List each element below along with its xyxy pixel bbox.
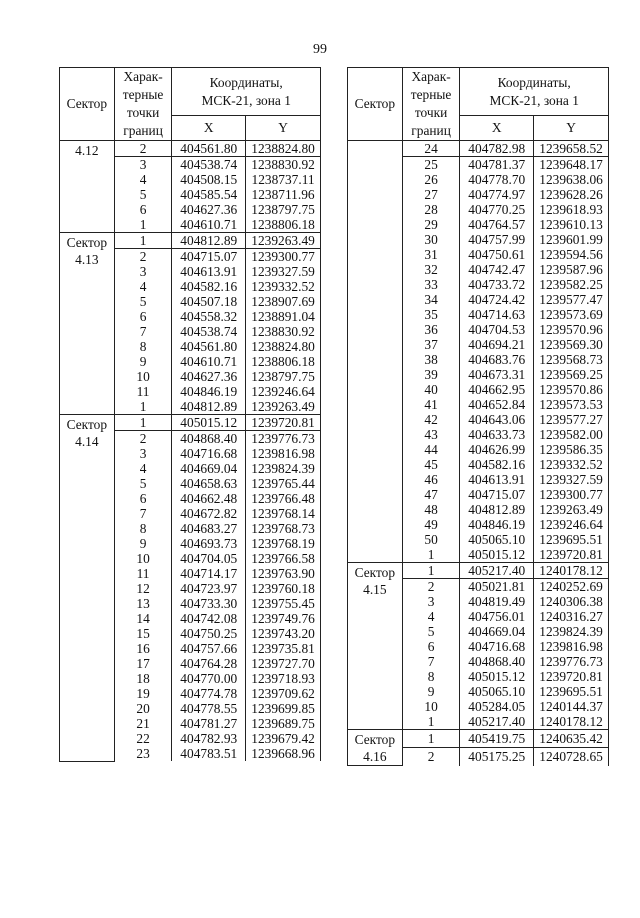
point-number-cell: 50 — [402, 532, 460, 547]
y-coordinate-cell: 1239695.51 — [534, 684, 609, 699]
point-number-cell: 1 — [402, 547, 460, 563]
y-coordinate-cell: 1239332.52 — [246, 279, 321, 294]
header-coordinates-line: Координаты, — [497, 74, 571, 90]
y-coordinate-cell: 1238737.11 — [246, 172, 321, 187]
y-coordinate-cell: 1239594.56 — [534, 247, 609, 262]
x-coordinate-cell: 404714.17 — [172, 566, 246, 581]
y-coordinate-cell: 1239569.30 — [534, 337, 609, 352]
x-coordinate-cell: 404750.25 — [172, 626, 246, 641]
x-coordinate-cell: 405065.10 — [460, 684, 534, 699]
x-coordinate-cell: 405015.12 — [460, 547, 534, 563]
y-coordinate-cell: 1239573.69 — [534, 307, 609, 322]
y-coordinate-cell: 1239332.52 — [534, 457, 609, 472]
y-coordinate-cell: 1239816.98 — [246, 446, 321, 461]
x-coordinate-cell: 404770.00 — [172, 671, 246, 686]
header-coordinates — [172, 68, 321, 116]
point-number-cell: 2 — [402, 748, 460, 766]
x-coordinate-cell: 404704.05 — [172, 551, 246, 566]
point-number-cell: 24 — [402, 141, 460, 157]
x-coordinate-cell: 404658.63 — [172, 476, 246, 491]
y-coordinate-cell: 1240178.12 — [534, 563, 609, 579]
y-coordinate-cell: 1239577.27 — [534, 412, 609, 427]
header-x: X — [172, 116, 246, 141]
x-coordinate-cell: 404812.89 — [172, 233, 246, 249]
point-number-cell: 14 — [114, 611, 172, 626]
header-y: Y — [246, 116, 321, 141]
sector-cell: Сектор 4.14 — [60, 415, 115, 762]
y-coordinate-cell: 1239577.47 — [534, 292, 609, 307]
x-coordinate-cell: 404778.70 — [460, 172, 534, 187]
x-coordinate-cell: 404673.31 — [460, 367, 534, 382]
y-coordinate-cell: 1240728.65 — [534, 748, 609, 766]
point-number-cell: 25 — [402, 157, 460, 173]
header-coordinates — [460, 68, 609, 116]
point-number-cell: 17 — [114, 656, 172, 671]
point-number-cell: 3 — [114, 264, 172, 279]
x-coordinate-cell: 404774.97 — [460, 187, 534, 202]
y-coordinate-cell: 1239776.73 — [534, 654, 609, 669]
x-coordinate-cell: 404716.68 — [460, 639, 534, 654]
point-number-cell: 43 — [402, 427, 460, 442]
point-number-cell: 21 — [114, 716, 172, 731]
x-coordinate-cell: 405284.05 — [460, 699, 534, 714]
x-coordinate-cell: 404582.16 — [172, 279, 246, 294]
x-coordinate-cell: 404733.30 — [172, 596, 246, 611]
x-coordinate-cell: 404652.84 — [460, 397, 534, 412]
x-coordinate-cell: 404561.80 — [172, 339, 246, 354]
x-coordinate-cell: 404868.40 — [172, 431, 246, 447]
x-coordinate-cell: 404716.68 — [172, 446, 246, 461]
point-number-cell: 1 — [402, 730, 460, 748]
header-coordinates-line: МСК-21, зона 1 — [201, 92, 291, 108]
x-coordinate-cell: 404742.47 — [460, 262, 534, 277]
y-coordinate-cell: 1239679.42 — [246, 731, 321, 746]
point-number-cell: 32 — [402, 262, 460, 277]
x-coordinate-cell: 404782.98 — [460, 141, 534, 157]
x-coordinate-cell: 404627.36 — [172, 202, 246, 217]
x-coordinate-cell: 404669.04 — [172, 461, 246, 476]
x-coordinate-cell: 405015.12 — [172, 415, 246, 431]
point-number-cell: 48 — [402, 502, 460, 517]
y-coordinate-cell: 1239570.86 — [534, 382, 609, 397]
table-row — [348, 141, 609, 157]
y-coordinate-cell: 1238797.75 — [246, 202, 321, 217]
header-coordinates-line: МСК-21, зона 1 — [489, 92, 579, 108]
point-number-cell: 38 — [402, 352, 460, 367]
x-coordinate-cell: 404756.01 — [460, 609, 534, 624]
sector-cell: Сектор 4.16 — [348, 730, 403, 766]
x-coordinate-cell: 405021.81 — [460, 579, 534, 595]
point-number-cell: 41 — [402, 397, 460, 412]
x-coordinate-cell: 404643.06 — [460, 412, 534, 427]
x-coordinate-cell: 404508.15 — [172, 172, 246, 187]
y-coordinate-cell: 1239720.81 — [534, 547, 609, 563]
y-coordinate-cell: 1239638.06 — [534, 172, 609, 187]
y-coordinate-cell: 1238824.80 — [246, 339, 321, 354]
y-coordinate-cell: 1239824.39 — [246, 461, 321, 476]
y-coordinate-cell: 1239765.44 — [246, 476, 321, 491]
point-number-cell: 8 — [114, 339, 172, 354]
x-coordinate-cell: 404723.97 — [172, 581, 246, 596]
header-sector: Сектор — [60, 68, 115, 141]
x-coordinate-cell: 404613.91 — [460, 472, 534, 487]
point-number-cell: 2 — [114, 141, 172, 157]
y-coordinate-cell: 1239601.99 — [534, 232, 609, 247]
y-coordinate-cell: 1238711.96 — [246, 187, 321, 202]
x-coordinate-cell: 404538.74 — [172, 324, 246, 339]
y-coordinate-cell: 1239768.73 — [246, 521, 321, 536]
point-number-cell: 6 — [114, 309, 172, 324]
point-number-cell: 2 — [114, 431, 172, 447]
point-number-cell: 7 — [114, 324, 172, 339]
x-coordinate-cell: 404781.27 — [172, 716, 246, 731]
header-coordinates-line: Координаты, — [209, 74, 283, 90]
point-number-cell: 46 — [402, 472, 460, 487]
x-coordinate-cell: 404627.36 — [172, 369, 246, 384]
header-points-line: Харак- — [123, 69, 163, 84]
y-coordinate-cell: 1238824.80 — [246, 141, 321, 157]
header-points-line: терные — [122, 87, 164, 102]
point-number-cell: 10 — [402, 699, 460, 714]
point-number-cell: 39 — [402, 367, 460, 382]
point-number-cell: 33 — [402, 277, 460, 292]
x-coordinate-cell: 404846.19 — [172, 384, 246, 399]
y-coordinate-cell: 1239668.96 — [246, 746, 321, 761]
x-coordinate-cell: 404781.37 — [460, 157, 534, 173]
header-points — [402, 68, 460, 141]
y-coordinate-cell: 1239768.19 — [246, 536, 321, 551]
point-number-cell: 3 — [402, 594, 460, 609]
point-number-cell: 9 — [402, 684, 460, 699]
x-coordinate-cell: 404683.76 — [460, 352, 534, 367]
x-coordinate-cell: 404715.07 — [172, 249, 246, 265]
y-coordinate-cell: 1239648.17 — [534, 157, 609, 173]
point-number-cell: 28 — [402, 202, 460, 217]
y-coordinate-cell: 1239582.00 — [534, 427, 609, 442]
header-points-line: точки — [414, 105, 448, 120]
point-number-cell: 4 — [114, 461, 172, 476]
point-number-cell: 4 — [114, 279, 172, 294]
coordinates-table-right — [347, 67, 609, 766]
point-number-cell: 23 — [114, 746, 172, 761]
point-number-cell: 1 — [114, 399, 172, 415]
point-number-cell: 19 — [114, 686, 172, 701]
point-number-cell: 29 — [402, 217, 460, 232]
x-coordinate-cell: 404693.73 — [172, 536, 246, 551]
point-number-cell: 11 — [114, 384, 172, 399]
y-coordinate-cell: 1238830.92 — [246, 157, 321, 173]
y-coordinate-cell: 1239263.49 — [534, 502, 609, 517]
x-coordinate-cell: 404704.53 — [460, 322, 534, 337]
x-coordinate-cell: 405217.40 — [460, 714, 534, 730]
y-coordinate-cell: 1239766.58 — [246, 551, 321, 566]
point-number-cell: 9 — [114, 354, 172, 369]
y-coordinate-cell: 1239300.77 — [534, 487, 609, 502]
point-number-cell: 9 — [114, 536, 172, 551]
y-coordinate-cell: 1239755.45 — [246, 596, 321, 611]
point-number-cell: 8 — [402, 669, 460, 684]
y-coordinate-cell: 1239760.18 — [246, 581, 321, 596]
y-coordinate-cell: 1239587.96 — [534, 262, 609, 277]
x-coordinate-cell: 404626.99 — [460, 442, 534, 457]
coordinates-table-left — [59, 67, 321, 762]
table-row — [348, 563, 609, 579]
point-number-cell: 4 — [402, 609, 460, 624]
x-coordinate-cell: 404764.57 — [460, 217, 534, 232]
point-number-cell: 35 — [402, 307, 460, 322]
point-number-cell: 7 — [402, 654, 460, 669]
y-coordinate-cell: 1239582.25 — [534, 277, 609, 292]
y-coordinate-cell: 1239327.59 — [534, 472, 609, 487]
point-number-cell: 37 — [402, 337, 460, 352]
y-coordinate-cell: 1239709.62 — [246, 686, 321, 701]
y-coordinate-cell: 1238797.75 — [246, 369, 321, 384]
point-number-cell: 34 — [402, 292, 460, 307]
header-points-line: точки — [126, 105, 160, 120]
point-number-cell: 12 — [114, 581, 172, 596]
y-coordinate-cell: 1240635.42 — [534, 730, 609, 748]
sector-cell: 4.12 — [60, 141, 115, 233]
y-coordinate-cell: 1239816.98 — [534, 639, 609, 654]
point-number-cell: 16 — [114, 641, 172, 656]
point-number-cell: 44 — [402, 442, 460, 457]
point-number-cell: 2 — [114, 249, 172, 265]
point-number-cell: 10 — [114, 551, 172, 566]
y-coordinate-cell: 1239699.85 — [246, 701, 321, 716]
point-number-cell: 18 — [114, 671, 172, 686]
point-number-cell: 10 — [114, 369, 172, 384]
y-coordinate-cell: 1239327.59 — [246, 264, 321, 279]
y-coordinate-cell: 1238806.18 — [246, 217, 321, 233]
point-number-cell: 1 — [114, 415, 172, 431]
header-points-line: терные — [410, 87, 452, 102]
point-number-cell: 47 — [402, 487, 460, 502]
point-number-cell: 1 — [114, 217, 172, 233]
y-coordinate-cell: 1239743.20 — [246, 626, 321, 641]
y-coordinate-cell: 1240306.38 — [534, 594, 609, 609]
x-coordinate-cell: 405065.10 — [460, 532, 534, 547]
point-number-cell: 8 — [114, 521, 172, 536]
point-number-cell: 4 — [114, 172, 172, 187]
y-coordinate-cell: 1239776.73 — [246, 431, 321, 447]
x-coordinate-cell: 404715.07 — [460, 487, 534, 502]
point-number-cell: 26 — [402, 172, 460, 187]
x-coordinate-cell: 404733.72 — [460, 277, 534, 292]
x-coordinate-cell: 404724.42 — [460, 292, 534, 307]
y-coordinate-cell: 1239568.73 — [534, 352, 609, 367]
header-sector: Сектор — [348, 68, 403, 141]
point-number-cell: 36 — [402, 322, 460, 337]
page-number: 99 — [313, 42, 327, 57]
point-number-cell: 42 — [402, 412, 460, 427]
y-coordinate-cell: 1239718.93 — [246, 671, 321, 686]
y-coordinate-cell: 1238830.92 — [246, 324, 321, 339]
table-row — [60, 415, 321, 431]
header-points — [114, 68, 172, 141]
y-coordinate-cell: 1239735.81 — [246, 641, 321, 656]
x-coordinate-cell: 404819.49 — [460, 594, 534, 609]
y-coordinate-cell: 1239766.48 — [246, 491, 321, 506]
y-coordinate-cell: 1239749.76 — [246, 611, 321, 626]
x-coordinate-cell: 404683.27 — [172, 521, 246, 536]
x-coordinate-cell: 404812.89 — [172, 399, 246, 415]
x-coordinate-cell: 404742.08 — [172, 611, 246, 626]
x-coordinate-cell: 404783.51 — [172, 746, 246, 761]
x-coordinate-cell: 404613.91 — [172, 264, 246, 279]
point-number-cell: 2 — [402, 579, 460, 595]
y-coordinate-cell: 1239768.14 — [246, 506, 321, 521]
point-number-cell: 49 — [402, 517, 460, 532]
x-coordinate-cell: 405217.40 — [460, 563, 534, 579]
y-coordinate-cell: 1239628.26 — [534, 187, 609, 202]
y-coordinate-cell: 1239246.64 — [534, 517, 609, 532]
point-number-cell: 3 — [114, 157, 172, 173]
x-coordinate-cell: 404770.25 — [460, 202, 534, 217]
point-number-cell: 6 — [114, 491, 172, 506]
y-coordinate-cell: 1238806.18 — [246, 354, 321, 369]
point-number-cell: 7 — [114, 506, 172, 521]
x-coordinate-cell: 405419.75 — [460, 730, 534, 748]
y-coordinate-cell: 1238907.69 — [246, 294, 321, 309]
x-coordinate-cell: 404610.71 — [172, 217, 246, 233]
x-coordinate-cell: 404778.55 — [172, 701, 246, 716]
x-coordinate-cell: 404694.21 — [460, 337, 534, 352]
point-number-cell: 13 — [114, 596, 172, 611]
x-coordinate-cell: 404757.99 — [460, 232, 534, 247]
y-coordinate-cell: 1239824.39 — [534, 624, 609, 639]
y-coordinate-cell: 1239263.49 — [246, 399, 321, 415]
sector-cell: Сектор 4.13 — [60, 233, 115, 415]
y-coordinate-cell: 1239300.77 — [246, 249, 321, 265]
y-coordinate-cell: 1239689.75 — [246, 716, 321, 731]
y-coordinate-cell: 1240252.69 — [534, 579, 609, 595]
x-coordinate-cell: 404561.80 — [172, 141, 246, 157]
x-coordinate-cell: 404610.71 — [172, 354, 246, 369]
x-coordinate-cell: 404846.19 — [460, 517, 534, 532]
x-coordinate-cell: 404582.16 — [460, 457, 534, 472]
y-coordinate-cell: 1239263.49 — [246, 233, 321, 249]
x-coordinate-cell: 404507.18 — [172, 294, 246, 309]
x-coordinate-cell: 404750.61 — [460, 247, 534, 262]
point-number-cell: 40 — [402, 382, 460, 397]
x-coordinate-cell: 404672.82 — [172, 506, 246, 521]
y-coordinate-cell: 1239618.93 — [534, 202, 609, 217]
y-coordinate-cell: 1239727.70 — [246, 656, 321, 671]
x-coordinate-cell: 404764.28 — [172, 656, 246, 671]
point-number-cell: 27 — [402, 187, 460, 202]
x-coordinate-cell: 404662.95 — [460, 382, 534, 397]
y-coordinate-cell: 1239763.90 — [246, 566, 321, 581]
point-number-cell: 30 — [402, 232, 460, 247]
point-number-cell: 5 — [114, 294, 172, 309]
y-coordinate-cell: 1239586.35 — [534, 442, 609, 457]
header-y: Y — [534, 116, 609, 141]
x-coordinate-cell: 405015.12 — [460, 669, 534, 684]
y-coordinate-cell: 1239569.25 — [534, 367, 609, 382]
point-number-cell: 5 — [114, 187, 172, 202]
point-number-cell: 15 — [114, 626, 172, 641]
x-coordinate-cell: 405175.25 — [460, 748, 534, 766]
point-number-cell: 5 — [402, 624, 460, 639]
x-coordinate-cell: 404774.78 — [172, 686, 246, 701]
table-row — [60, 233, 321, 249]
point-number-cell: 1 — [114, 233, 172, 249]
x-coordinate-cell: 404714.63 — [460, 307, 534, 322]
x-coordinate-cell: 404538.74 — [172, 157, 246, 173]
x-coordinate-cell: 404669.04 — [460, 624, 534, 639]
point-number-cell: 5 — [114, 476, 172, 491]
x-coordinate-cell: 404662.48 — [172, 491, 246, 506]
header-x: X — [460, 116, 534, 141]
point-number-cell: 3 — [114, 446, 172, 461]
x-coordinate-cell: 404782.93 — [172, 731, 246, 746]
point-number-cell: 31 — [402, 247, 460, 262]
y-coordinate-cell: 1240144.37 — [534, 699, 609, 714]
y-coordinate-cell: 1238891.04 — [246, 309, 321, 324]
x-coordinate-cell: 404633.73 — [460, 427, 534, 442]
x-coordinate-cell: 404558.32 — [172, 309, 246, 324]
point-number-cell: 45 — [402, 457, 460, 472]
y-coordinate-cell: 1240178.12 — [534, 714, 609, 730]
x-coordinate-cell: 404868.40 — [460, 654, 534, 669]
y-coordinate-cell: 1239720.81 — [534, 669, 609, 684]
x-coordinate-cell: 404585.54 — [172, 187, 246, 202]
y-coordinate-cell: 1239720.81 — [246, 415, 321, 431]
point-number-cell: 20 — [114, 701, 172, 716]
y-coordinate-cell: 1239246.64 — [246, 384, 321, 399]
point-number-cell: 6 — [402, 639, 460, 654]
point-number-cell: 22 — [114, 731, 172, 746]
x-coordinate-cell: 404812.89 — [460, 502, 534, 517]
header-points-line: границ — [123, 123, 163, 138]
y-coordinate-cell: 1239658.52 — [534, 141, 609, 157]
x-coordinate-cell: 404757.66 — [172, 641, 246, 656]
y-coordinate-cell: 1239570.96 — [534, 322, 609, 337]
sector-cell — [348, 141, 403, 563]
header-points-line: Харак- — [411, 69, 451, 84]
point-number-cell: 1 — [402, 563, 460, 579]
y-coordinate-cell: 1239610.13 — [534, 217, 609, 232]
y-coordinate-cell: 1239695.51 — [534, 532, 609, 547]
sector-cell: Сектор 4.15 — [348, 563, 403, 730]
y-coordinate-cell: 1240316.27 — [534, 609, 609, 624]
table-row — [348, 730, 609, 748]
y-coordinate-cell: 1239573.53 — [534, 397, 609, 412]
header-points-line: границ — [411, 123, 451, 138]
point-number-cell: 11 — [114, 566, 172, 581]
table-row — [60, 141, 321, 157]
point-number-cell: 6 — [114, 202, 172, 217]
point-number-cell: 1 — [402, 714, 460, 730]
